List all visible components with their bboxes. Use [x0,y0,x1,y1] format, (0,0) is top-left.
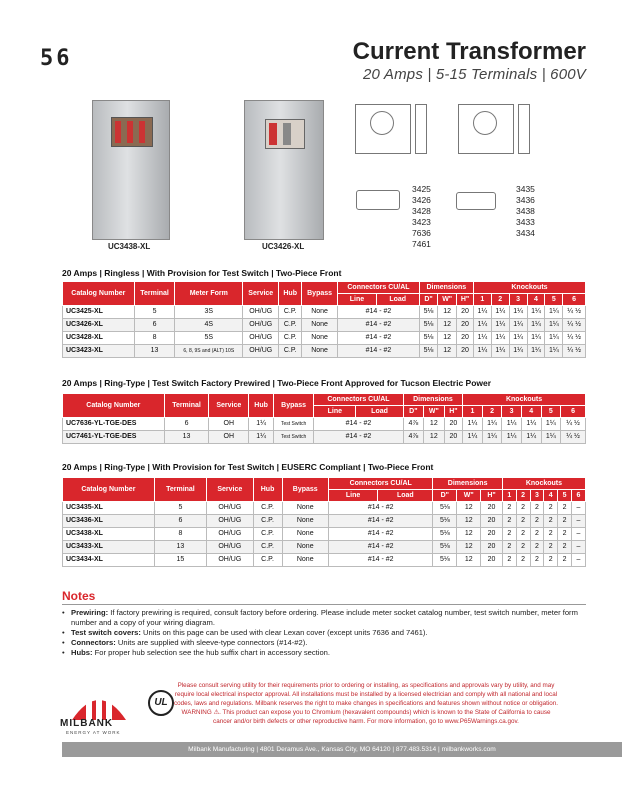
drawing-front-right [458,104,514,154]
product-caption-left: UC3438-XL [108,242,151,251]
knockout-diagram-right [456,192,496,210]
footer-bar: Milbank Manufacturing | 4801 Deramus Ave., Kansas City, MO 64120 | 877.483.5314 | milbankworks.com [62,742,622,757]
table-row: UC3423-XL 13 6, 8, 9S and (ALT) 10S OH/UG C.P. None #14 - #2 5⅛ 12 20 1¼ 1¼ 1¼ 1¼ 1¼ ¼ ½ [63,345,586,358]
table-row: UC3436-XL 6 OH/UG C.P. None #14 - #2 5⅛ 12 20 2 2 2 2 2 – [63,515,586,528]
table-row: UC3433-XL 13 OH/UG C.P. None #14 - #2 5⅛ 12 20 2 2 2 2 2 – [63,541,586,554]
product-photo-uc3426 [244,100,324,240]
list-item: • Test switch covers: Units on this page can be used with clear Lexan cover (except units 7636 and 7461). [62,628,582,638]
notes-divider [62,604,586,605]
table-row: UC3426-XL 6 4S OH/UG C.P. None #14 - #2 5⅛ 12 20 1¼ 1¼ 1¼ 1¼ 1¼ ¼ ½ [63,319,586,332]
table-ring-euserc: Catalog Number Terminal Service Hub Bypass Connectors CU/AL Dimensions Knockouts Line Load D" W" H" 1 2 3 4 5 6 UC3435-XL 5 OH/UG C.P. None #14 - #2 5⅛ 12 20 2 2 2 2 2 – UC3436-XL 6 OH/UG C.P. None #14 - #2 5⅛ 12 20 2 2 2 2 2 – UC3438-XL 8 OH/UG C.P. None #14 - #2 5⅛ 12 20 2 2 2 2 2 – UC3433-XL 13 OH/UG C.P. None #14 - #2 5⅛ 12 20 2 2 2 2 2 – UC3434-XL 15 OH/UG C.P. None #14 - #2 5⅛ 12 20 2 2 2 2 2 – [62,477,586,567]
table-row: UC3425-XL 5 3S OH/UG C.P. None #14 - #2 5⅛ 12 20 1¼ 1¼ 1¼ 1¼ 1¼ ¼ ½ [63,306,586,319]
page-number: 56 [40,46,73,71]
table-row: UC3438-XL 8 OH/UG C.P. None #14 - #2 5⅛ 12 20 2 2 2 2 2 – [63,528,586,541]
table-ring-prewired: Catalog Number Terminal Service Hub Bypass Connectors CU/AL Dimensions Knockouts Line Load D" W" H" 1 2 3 4 5 6 UC7636-YL-TGE-DES 6 OH 1¼ Test Switch #14 - #2 4⅞ 12 20 1¼ 1¼ 1¼ 1¼ 1¼ ¼ ½ UC7461-YL-TGE-DES 13 OH 1¼ Test Switch #14 - #2 4⅞ 12 20 1¼ 1¼ 1¼ 1¼ 1¼ ¼ ½ [62,393,586,444]
notes-list [62,608,582,658]
knockout-diagram-left [356,190,400,210]
section3-heading: 20 Amps | Ring-Type | With Provision for Test Switch | EUSERC Compliant | Two-Piece Front [62,462,434,472]
brand-tagline: ENERGY AT WORK [66,730,121,735]
product-caption-right: UC3426-XL [262,242,305,251]
model-list-right: 3435 3436 3438 3433 3434 [516,184,535,238]
list-item: • Prewiring: If factory prewiring is required, consult factory before ordering. Please include meter socket catalog number, test switch number, meter form number and a copy of your wiring diagram. [62,608,582,628]
table-row: UC7636-YL-TGE-DES 6 OH 1¼ Test Switch #14 - #2 4⅞ 12 20 1¼ 1¼ 1¼ 1¼ 1¼ ¼ ½ [63,418,586,431]
product-photo-uc3438 [92,100,170,240]
list-item: • Connectors: Units are supplied with sleeve-type connectors (#14-#2). [62,638,582,648]
table-row: UC3434-XL 15 OH/UG C.P. None #14 - #2 5⅛ 12 20 2 2 2 2 2 – [63,554,586,567]
table-row: UC3435-XL 5 OH/UG C.P. None #14 - #2 5⅛ 12 20 2 2 2 2 2 – [63,502,586,515]
page-subtitle: 20 Amps | 5-15 Terminals | 600V [363,66,586,83]
brand-name: MILBANK [60,718,114,729]
page-title: Current Transformer [352,38,586,65]
list-item: • Hubs: For proper hub selection see the hub suffix chart in accessory section. [62,648,582,658]
section1-heading: 20 Amps | Ringless | With Provision for Test Switch | Two-Piece Front [62,268,342,278]
drawing-side-right [518,104,530,154]
drawing-front-left [355,104,411,154]
model-list-left: 3425 3426 3428 3423 7636 7461 [412,184,431,249]
table-row: UC7461-YL-TGE-DES 13 OH 1¼ Test Switch #14 - #2 4⅞ 12 20 1¼ 1¼ 1¼ 1¼ 1¼ ¼ ½ [63,431,586,444]
table-row: UC3428-XL 8 5S OH/UG C.P. None #14 - #2 5⅛ 12 20 1¼ 1¼ 1¼ 1¼ 1¼ ¼ ½ [63,332,586,345]
section2-heading: 20 Amps | Ring-Type | Test Switch Factory Prewired | Two-Piece Front Approved for Tucson Electric Power [62,378,492,388]
disclaimer: Please consult serving utility for their requirements prior to ordering or installing, as specifications and approvals vary by utility, and may require local electrical inspector approval. All installations must be installed by a licensed electrician and comply with all national and local codes, laws and regulations. Milbank reserves the right to make changes in specifications and features shown without notice or obligation. WARNING ⚠. This product can expose you to Chromium (hexavalent compounds) which is known to the State of California to cause cancer and/or birth defects or other reproductive harm. For more information, go to www.P65Warnings.ca.gov. [174,682,558,725]
drawing-side-left [415,104,427,154]
ul-listed-icon: UL [148,690,174,716]
table-ringless: Catalog Number Terminal Meter Form Service Hub Bypass Connectors CU/AL Dimensions Knockouts Line Load D" W" H" 1 2 3 4 5 6 UC3425-XL 5 3S OH/UG C.P. None #14 - #2 5⅛ 12 20 1¼ 1¼ 1¼ 1¼ 1¼ ¼ ½ UC3426-XL 6 4S OH/UG C.P. None #14 - #2 5⅛ 12 20 1¼ 1¼ 1¼ 1¼ 1¼ ¼ ½ UC3428-XL 8 5S OH/UG C.P. None #14 - #2 5⅛ 12 20 1¼ 1¼ 1¼ 1¼ 1¼ ¼ ½ UC3423-XL 13 6, 8, 9S and (ALT) 10S OH/UG C.P. None #14 - #2 5⅛ 12 20 1¼ 1¼ 1¼ 1¼ 1¼ ¼ ½ [62,281,586,358]
notes-title: Notes [62,589,96,603]
